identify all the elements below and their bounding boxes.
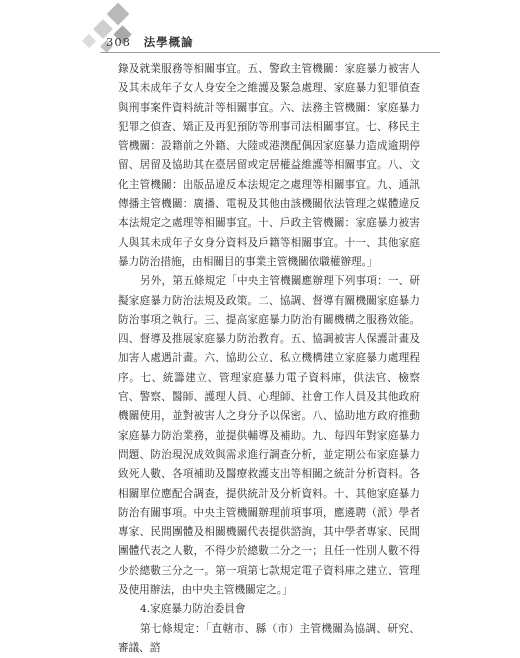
paragraph-continued: 錄及就業服務等相關事宜。五、警政主管機關：家庭暴力被害人及其未成年子女人身安全之維護及緊急處理、家庭暴力犯罪偵查與刑事案件資料統計等相關事宜。六、法務主管機關：家庭暴力犯罪之偵查、矯正及再犯預防等刑事司法相關事宜。七、移民主管機關：設籍前之外籍、大陸或港澳配偶因家庭暴力造成逾期停留、居留及協助其在臺居留或定居權益維護等相關事宜。八、文化主管機關：出版品違反本法規定之處理等相關事宜。九、通訊傳播主管機關：廣播、電視及其他由該機關依法管理之媒體違反本法規定之處理等相關事宜。十、戶政主管機關：家庭暴力被害人與其未成年子女身分資料及戶籍等相關事宜。十一、其他家庭暴力防治措施，由相關目的事業主管機關依職權辦理。」 xyxy=(118,63,420,268)
book-title: 法學概論 xyxy=(143,35,194,49)
page-body xyxy=(118,60,420,658)
page-header xyxy=(106,34,194,50)
header-rule xyxy=(100,52,440,53)
paragraph-article-7: 第七條規定：「直轄市、縣（市）主管機關為協調、研究、審議、諮 xyxy=(118,622,420,654)
page-number: 308 xyxy=(106,35,131,49)
paragraph-article-5: 另外，第五條規定「中央主管機關應辦理下列事項：一、研擬家庭暴力防治法規及政策。二、協調、督導有關機關家庭暴力防治事項之執行。三、提高家庭暴力防治有關機構之服務效能。四、督導及推展家庭暴力防治教育。五、協調被害人保護計畫及加害人處遇計畫。六、協助公立、私立機構建立家庭暴力處理程序。七、統籌建立、管理家庭暴力電子資料庫，供法官、檢察官、警察、醫師、護理人員、心理師、社會工作人員及其他政府機關使用，並對被害人之身分予以保密。八、協助地方政府推動家庭暴力防治業務，並提供輔導及補助。九、每四年對家庭暴力問題、防治現況成效與需求進行調查分析，並定期公布家庭暴力致死人數、各項補助及醫療救護支出等相關之統計分析資料。各相關單位應配合調查，提供統計及分析資料。十、其他家庭暴力防治有關事項。中央主管機關辦理前項事項，應遴聘（派）學者專家、民間團體及相關機關代表提供諮詢，其中學者專家、民間團體代表之人數，不得少於總數二分之一；且任一性別人數不得少於總數三分之一。第一項第七款規定電子資料庫之建立、管理及使用辦法，由中央主管機關定之。」 xyxy=(118,275,420,597)
decorative-diamonds-icon xyxy=(0,0,140,60)
section-heading: 4.家庭暴力防治委員會 xyxy=(140,603,246,616)
